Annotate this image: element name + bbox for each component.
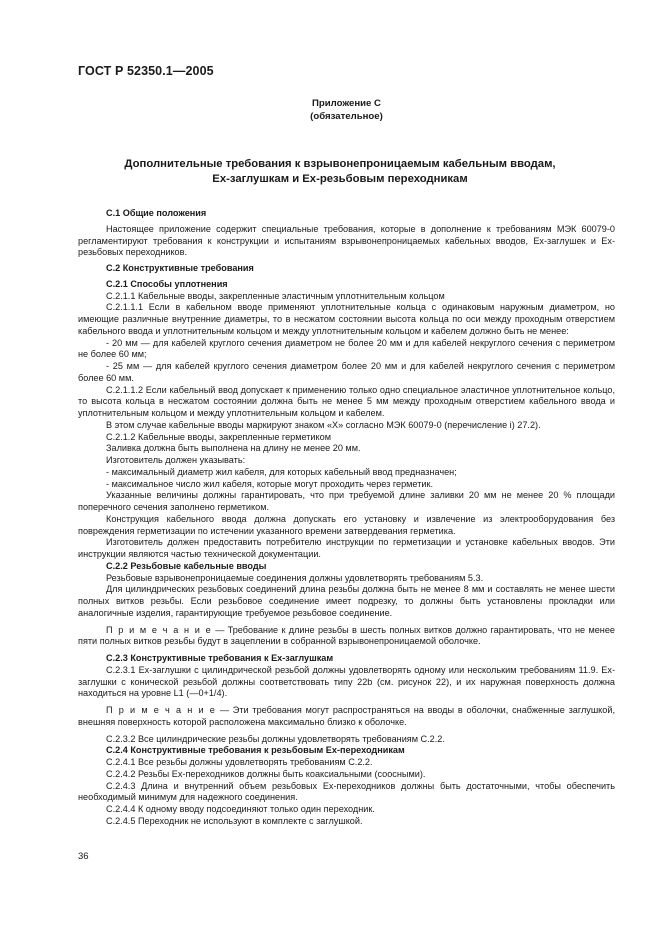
paragraph: Настоящее приложение содержит специальные требования, которые в дополнение к требованиям МЭК 60079-0 регламентируют требования к конструкции и испытаниям взрывонепроницаемых кабельных вводов, Ex-заглушек и Ex-резьбовых переходников. — [78, 223, 615, 258]
paragraph: С.2.4.5 Переходник не используют в комплекте с заглушкой. — [106, 815, 363, 826]
paragraph: С.2.4.1 Все резьбы должны удовлетворять требованиям С.2.2. — [106, 757, 373, 767]
paragraph: Изготовитель должен предоставить потребителю инструкции по герметизации и установке кабельных вводов. Эти инструкции являются частью технической документации. — [78, 537, 615, 559]
paragraph: Для цилиндрических резьбовых соединений длина резьбы должна быть не менее 8 мм и составлять не менее шести полных витков резьбы. Если резьбовое соединение имеет подрезку, то должны быть установлены прокладки или аналогичные изделия, гарантирующие требуемое резьбовое соединение. — [78, 584, 615, 618]
paragraph: С.2.4.2 Резьбы Ex-переходников должны быть коаксиальными (соосными). — [106, 768, 426, 779]
note-text: — Требование к длине резьбы в шесть полных витков должно гарантировать, что не менее пяти полных витков резьбы будут в зацеплении в собранной взрывонепроницаемой оболочке. — [78, 624, 615, 647]
paragraph: В этом случае кабельные вводы маркируют знаком «X» согласно МЭК 60079-0 (перечисление i) 27.2). — [106, 419, 541, 430]
subsection-heading: С.2.1 Способы уплотнения — [106, 278, 228, 289]
note — [78, 625, 615, 649]
section-heading: С.2 Конструктивные требования — [106, 263, 254, 273]
paragraph: С.2.1.1.1 Если в кабельном вводе применяют уплотнительные кольца с одинаковым наружным диаметром, но имеющие различные внутренние диаметры, то в несжатом состоянии высота кольца по оси между проходным отверстием кабельного ввода и уплотнительным кольцом и между уплотнительным кольцом и кабелем должно быть не менее: — [78, 302, 615, 336]
paragraph: С.2.1.1.2 Если кабельный ввод допускает к применению только одно специальное эластичное уплотнительное кольцо, то высота кольца в несжатом состоянии должна быть не менее 5 мм между проходным отверстием кабельного ввода и уплотнительным кольцом и между уплотнительным кольцом и кабелем. — [78, 384, 615, 418]
clause-heading: С.2.1.2 Кабельные вводы, закрепленные герметиком — [106, 431, 331, 442]
annex-label: Приложение С — [312, 98, 381, 109]
subsection-heading: С.2.3 Конструктивные требования к Ex-заглушкам — [106, 653, 334, 663]
paragraph: Изготовитель должен указывать: — [106, 455, 246, 465]
subsection-heading: С.2.2 Резьбовые кабельные вводы — [106, 560, 267, 571]
list-item: - 25 мм — для кабелей круглого сечения диаметром более 20 мм и для кабелей некруглого сечения с периметром более 60 мм. — [78, 361, 615, 383]
page-number: 36 — [78, 851, 89, 862]
paragraph: С.2.4.4 К одному вводу подсоединяют только один переходник. — [106, 804, 375, 814]
annex-title — [90, 157, 590, 187]
paragraph: Заливка должна быть выполнена на длину не менее 20 мм. — [106, 443, 361, 454]
list-item: - максимальное число жил кабеля, которые могут проходить через герметик. — [106, 478, 433, 489]
annex-title-line-1: Дополнительные требования к взрывонепроницаемым кабельным вводам, — [124, 158, 556, 170]
paragraph: Конструкция кабельного ввода должна допускать его установку и извлечение из электрооборудования без повреждения герметизации по истечении указанного времени затвердевания герметика. — [78, 513, 615, 536]
paragraph: С.2.3.2 Все цилиндрические резьбы должны удовлетворять требованиям С.2.2. — [106, 733, 445, 744]
note-text: — Эти требования могут распространяться на вводы в оболочки, снабженные заглушкой, внешняя поверхность которой расположена максимально близко к оболочке. — [78, 705, 615, 727]
subsection-heading: С.2.4 Конструктивные требования к резьбовым Ex-переходникам — [106, 745, 405, 756]
list-item: - 20 мм — для кабелей круглого сечения диаметром не более 20 мм и для кабелей некруглого сечения с периметром не более 60 мм; — [78, 337, 615, 360]
paragraph: Указанные величины должны гарантировать, что при требуемой длине заливки 20 мм не менее 20 % площади поперечного сечения заполнено герметиком. — [78, 490, 615, 512]
list-item: - максимальный диаметр жил кабеля, для которых кабельный ввод предназначен; — [106, 466, 457, 477]
section-heading: С.1 Общие положения — [106, 208, 207, 218]
note-label: П р и м е ч а н и е — [106, 705, 217, 715]
note-label: П р и м е ч а н и е — [106, 624, 212, 635]
document-body — [78, 208, 615, 828]
paragraph: С.2.3.1 Ex-заглушки с цилиндрической резьбой должны удовлетворять одному или нескольким требованиям 11.9. Ex-заглушки с конической резьбой должны соответствовать типу 22b (см. рисунок 22), и их наружная поверхность должна находиться на уровне L1 (—0+1/4). — [78, 664, 615, 699]
annex-title-line-2: Ex-заглушкам и Ex-резьбовым переходникам — [212, 173, 468, 185]
annex-status: (обязательное) — [310, 111, 383, 122]
clause-heading: С.2.1.1 Кабельные вводы, закрепленные эластичным уплотнительным кольцом — [106, 290, 445, 301]
document-header: ГОСТ Р 52350.1—2005 — [78, 64, 214, 78]
paragraph: С.2.4.3 Длина и внутренний объем резьбовых Ex-переходников должны быть достаточными, чтобы обеспечить необходимый минимум для надежного соединения. — [78, 780, 615, 803]
paragraph: Резьбовые взрывонепроницаемые соединения должны удовлетворять требованиям 5.3. — [106, 572, 484, 583]
note — [78, 705, 615, 729]
